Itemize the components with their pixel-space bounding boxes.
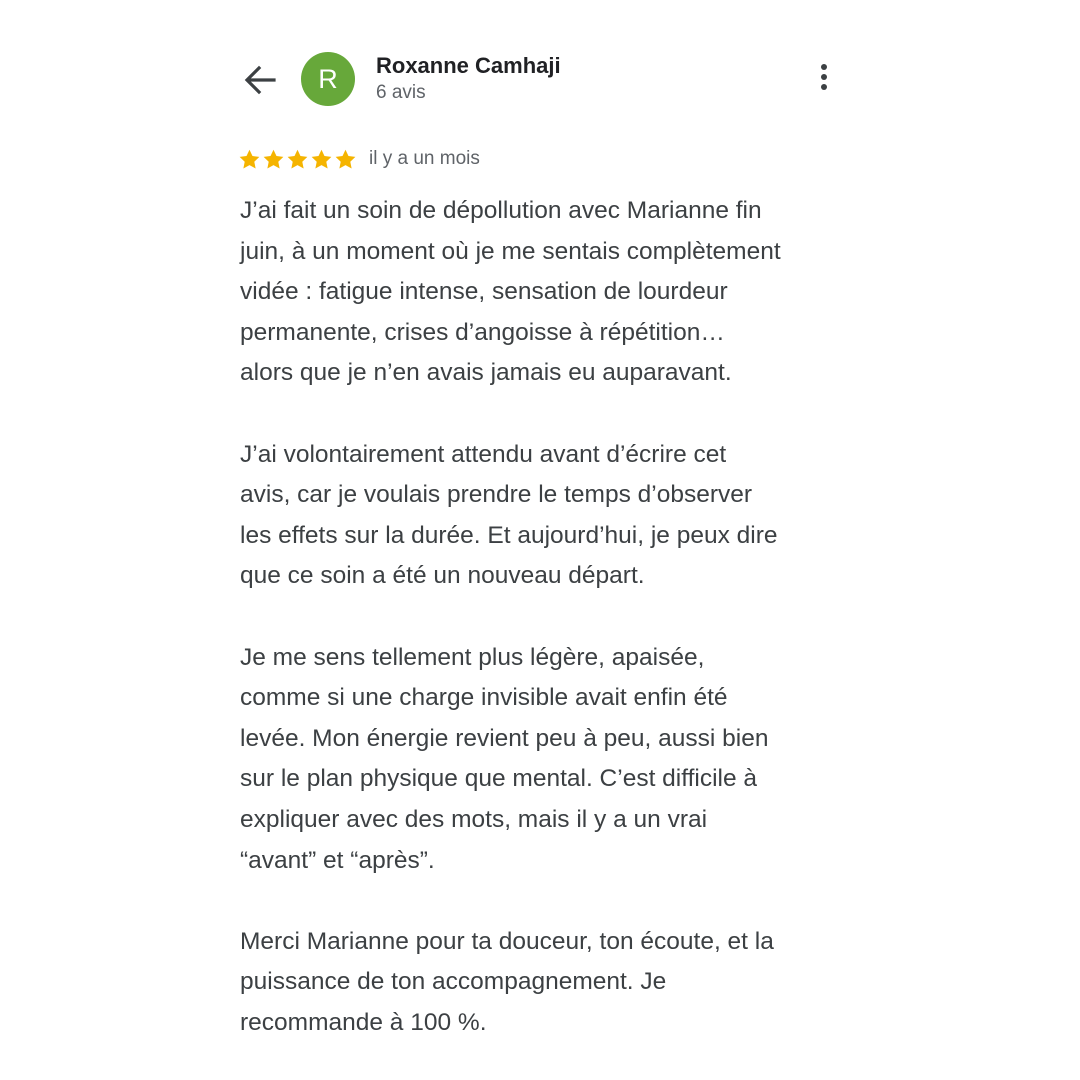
review-line: que ce soin a été un nouveau départ. <box>240 562 645 590</box>
star-icon <box>262 148 285 171</box>
review-paragraph <box>240 638 860 882</box>
review-date: il y a un mois <box>369 148 480 169</box>
review-line: avis, car je voulais prendre le temps d’observer <box>240 481 753 509</box>
review-line: expliquer avec des mots, mais il y a un vrai <box>240 805 708 833</box>
author-info <box>376 52 561 105</box>
review-paragraph <box>240 191 860 394</box>
review-line: alors que je n’en avais jamais eu auparavant. <box>240 359 732 387</box>
star-icon <box>286 148 309 171</box>
review-line: sur le plan physique que mental. C’est difficile à <box>240 765 758 793</box>
review-line: levée. Mon énergie revient peu à peu, aussi bien <box>240 724 769 752</box>
review-header <box>240 52 840 108</box>
review-line: juin, à un moment où je me sentais complètement <box>240 237 781 265</box>
review-paragraph <box>240 922 860 1044</box>
star-icon <box>310 148 333 171</box>
avatar[interactable]: R <box>301 52 355 106</box>
review-count: 6 avis <box>376 82 426 103</box>
review-paragraph <box>240 435 860 597</box>
star-icon <box>238 148 261 171</box>
review-line: les effets sur la durée. Et aujourd’hui, je peux dire <box>240 521 778 549</box>
review-line: permanente, crises d’angoisse à répétition… <box>240 318 725 346</box>
more-vertical-icon <box>812 64 836 90</box>
review-line: vidée : fatigue intense, sensation de lourdeur <box>240 278 728 306</box>
review-line: Je me sens tellement plus légère, apaisée, <box>240 643 705 671</box>
review-line: recommande à 100 %. <box>240 1008 487 1036</box>
review-line: puissance de ton accompagnement. Je <box>240 968 667 996</box>
review-line: “avant” et “après”. <box>240 846 435 874</box>
arrow-left-icon <box>240 62 280 98</box>
back-button[interactable] <box>240 62 280 98</box>
review-line: J’ai volontairement attendu avant d’écrire cet <box>240 440 727 468</box>
review-line: comme si une charge invisible avait enfin été <box>240 684 728 712</box>
star-rating <box>238 148 358 171</box>
review-line: J’ai fait un soin de dépollution avec Marianne fin <box>240 197 762 224</box>
star-icon <box>334 148 357 171</box>
review-text <box>240 191 860 1043</box>
more-options-button[interactable] <box>812 64 836 96</box>
rating-row <box>238 145 480 173</box>
review-line: Merci Marianne pour ta douceur, ton écoute, et la <box>240 927 774 955</box>
author-name[interactable]: Roxanne Camhaji <box>376 53 561 78</box>
